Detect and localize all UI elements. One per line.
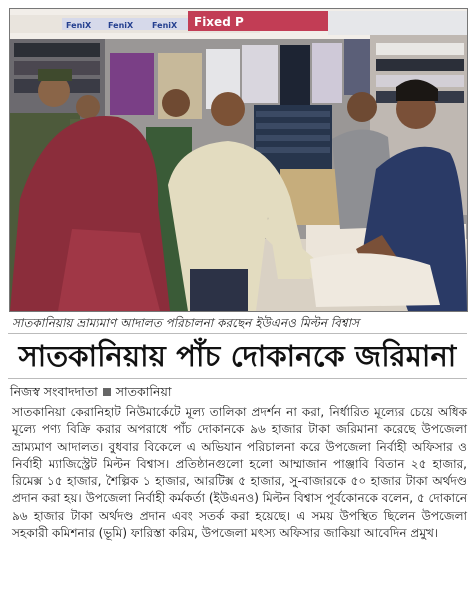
byline-separator xyxy=(103,388,111,396)
shop-sign-2: FeniX xyxy=(108,21,134,30)
news-photo xyxy=(9,8,468,312)
byline-reporter: নিজস্ব সংবাদদাতা xyxy=(10,384,98,399)
headline: সাতকানিয়ায় পাঁচ দোকানকে জরিমানা xyxy=(18,339,457,373)
byline xyxy=(10,383,465,400)
article-body: সাতকানিয়া কেরানিহাট নিউমার্কেটে মূল্য তালিকা প্রদর্শন না করা, নির্ধারিত মূল্যের চেয়ে অধিক মূল্যে পণ্য বিক্রি করার অপরাধে পাঁচ দোকানকে ৯৬ হাজার টাকা জরিমানা করেছে উপজেলা ভ্রাম্যমাণ আদালত। বুধবার বিকেলে এ অভিযান পরিচালনা করে উপজেলা নির্বাহী অফিসার ও নির্বাহী ম্যাজিস্ট্রেট মিল্টন বিশ্বাস। প্রতিষ্ঠানগুলো হলো আম্মাজান পাঞ্জাবি বিতান ২৫ হাজার, রিমেক্স ১৫ হাজার, শৈল্পিক ১ হাজার, আরটিক্স ৫ হাজার, সু-বাজারকে ৫০ হাজার টাকা অর্থদণ্ড প্রদান করা হয়। উপজেলা নির্বাহী কর্মকর্তা (ইউএনও) মিল্টন বিশ্বাস পূর্বকোনকে বলেন, ৫ দোকানে ৯৬ হাজার টাকা অর্থদণ্ড প্রদান এবং সতর্ক করা হয়েছে। এ সময় উপস্থিত ছিলেন উপজেলা সহকারী কমিশনার (ভূমি) ফারিস্তা করিম, উপজেলা মৎস্য অফিসার জাকিয়া আবেদিন প্রমুখ। xyxy=(12,405,467,541)
news-photo-illustration xyxy=(10,9,467,311)
divider-top xyxy=(8,333,467,334)
photo-caption: সাতকানিয়ায় ভ্রাম্যমাণ আদালত পরিচালনা করছেন ইউএনও মিল্টন বিশ্বাস xyxy=(12,316,360,330)
divider-bottom xyxy=(8,378,467,379)
banner-text: Fixed P xyxy=(194,15,244,29)
byline-location: সাতকানিয়া xyxy=(115,384,172,399)
shop-sign-1: FeniX xyxy=(66,21,92,30)
shop-sign-3: FeniX xyxy=(152,21,178,30)
